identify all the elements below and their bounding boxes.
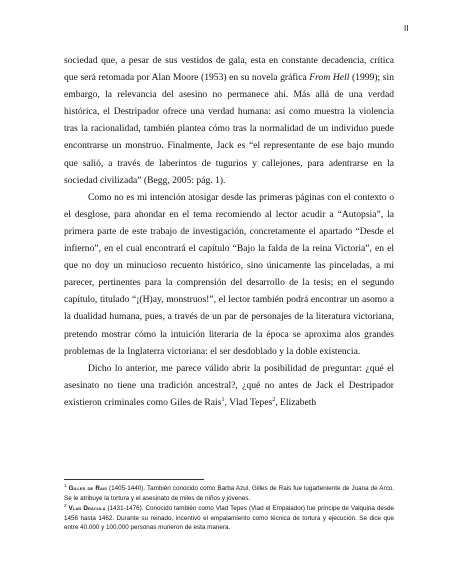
footnote-ref-1[interactable]: 1	[221, 396, 225, 403]
paragraph-1-text-a: sociedad que, a pesar de sus vestidos de gala, esta en constante decadencia, crítica que será retomada por Alan Moore (1953) en su novela gráfica	[64, 55, 394, 84]
paragraph-1	[64, 52, 394, 189]
paragraph-3-text-c: , Elizabeth	[275, 396, 317, 408]
paragraph-3-text-b: , Vlad Tepes	[224, 396, 273, 408]
footnotes-section	[64, 479, 394, 534]
paragraph-3	[64, 360, 394, 411]
footnote-1-mark: 1	[64, 482, 67, 488]
paragraph-2: Como no es mi intención atosigar desde las primeras páginas con el contexto o el desglose, para ahondar en el tema recomiendo al lector acudir a “Autopsia”, la primera parte de este trabajo de investigación, concretamente el apartado “Desde el infierno”, en el cual encontrará el capítulo “Bajo la falda de la reina Victoria”, en el que no doy un minucioso recuento histórico, sino únicamente las pinceladas, a mi parecer, pertinentes para la comprensión del desarrollo de la tesis; en el segundo capítulo, titulado “¡(H)ay, monstruos!”, el lector también podrá encontrar un asomo a la dualidad humana, pues, a través de un par de personajes de la literatura victoriana, pretendo mostrar cómo la intuición literaria de la época se aproxima alos grandes problemas de la Inglaterra victoriana: el ser desdoblado y la doble existencia.	[64, 191, 394, 357]
page-number: II	[404, 24, 409, 33]
footnote-1-text: (1405-1440). También conocido como Barba Azul, Gilles de Rais fue lugarteniente de Juana de Arco. Se le atribuye la tortura y el asesinato de miles de niños y jóvenes.	[64, 485, 395, 502]
footnote-divider	[64, 479, 204, 480]
footnote-2	[64, 504, 394, 533]
footnote-2-mark: 2	[64, 503, 67, 509]
footnote-2-name: Vlad Drácula	[68, 505, 106, 513]
body-text	[64, 52, 394, 411]
paragraph-1-text-c: (1999); sin embargo, la relevancia del asesino no permanece ahí. Más allá de una verdad histórica, el Destripador ofrece una verdad humana: así como muestra la violencia tras la racionalidad, también plantea cómo tras la normalidad de un individuo puede encontrarse un monstruo. Finalmente, Jack es “el representante de ese bajo mundo que salió, a través de laberintos de tugurios y callejones, para adentrarse en la sociedad civilizada” (Begg, 2005: pág. 1).	[64, 72, 394, 186]
footnote-1-name: Gilles de Rais	[68, 485, 108, 492]
paragraph-3-text-a: Dicho lo anterior, me parece válido abrir la posibilidad de preguntar: ¿qué el asesinato no tiene una tradición ancestral?, ¿qué no antes de Jack el Destripador existieron criminales como Giles de Rais	[64, 362, 394, 408]
footnote-ref-2[interactable]: 2	[272, 396, 276, 403]
footnote-1	[64, 484, 394, 503]
footnote-2-text: (1431-1476). Conocido también como Vlad Tepes (Vlad el Empalador) fue príncipe de Valquiria desde 1456 hasta 1462. Durante su reinado, incentivó el empalamiento como técnica de tortura y ejecución. Se dice que entre 40.000 y 100.000 personas murieron de esta manera.	[64, 505, 394, 532]
book-title-from-hell: From Hell	[309, 72, 350, 84]
